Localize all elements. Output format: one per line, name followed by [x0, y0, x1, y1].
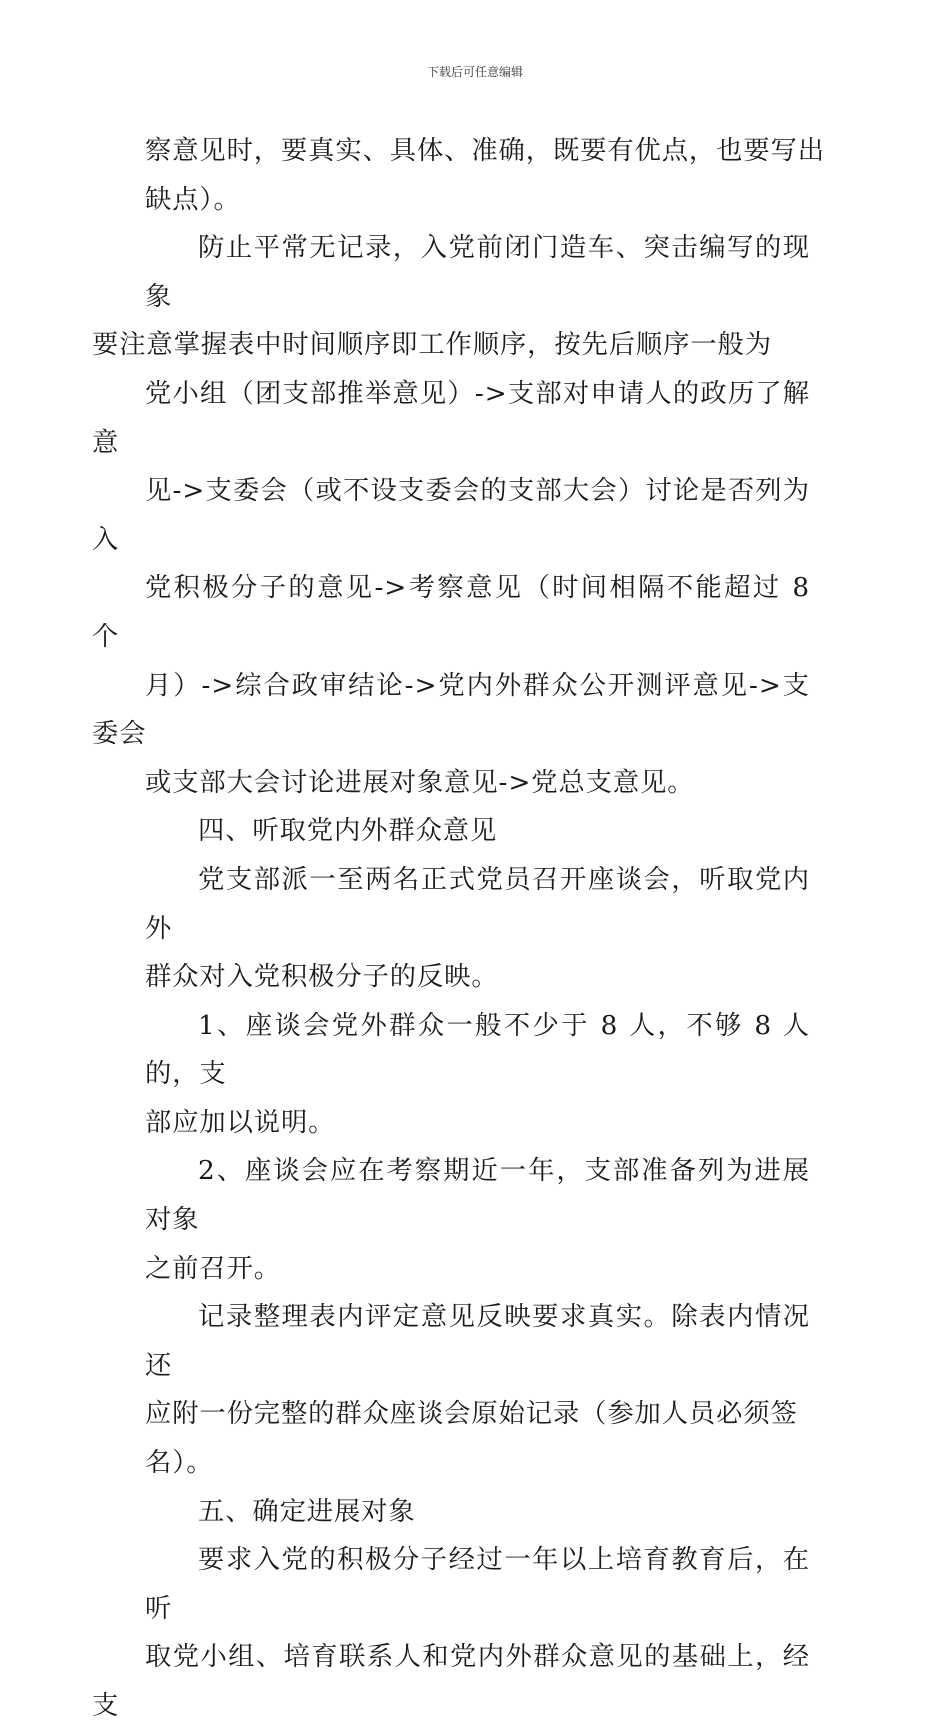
- text-line: 1、座谈会党外群众一般不少于 8 人，不够 8 人的，支: [145, 1010, 810, 1090]
- paragraph-records: [145, 1293, 810, 1487]
- paragraph-item-2: [145, 1147, 810, 1293]
- text-line: 要求入党的积极分子经过一年以上培育教育后，在听: [145, 1545, 810, 1624]
- text-line: 之前召开。: [145, 1253, 281, 1284]
- text-line: 防止平常无记录，入党前闭门造车、突击编写的现象: [145, 233, 810, 312]
- paragraph-item-1: [145, 1002, 810, 1148]
- section-heading-5: [145, 1488, 810, 1537]
- text-line: 见->支委会（或不设支委会的支部大会）讨论是否列为入: [92, 476, 810, 555]
- heading-text: 五、确定进展对象: [198, 1496, 416, 1527]
- text-line: 党小组（团支部推举意见）->支部对申请人的政历了解意: [92, 378, 810, 458]
- text-line: 2、座谈会应在考察期近一年，支部准备列为进展对象: [145, 1156, 810, 1236]
- text-line: 察意见时，要真实、具体、准确，既要有优点，也要写出: [145, 136, 825, 166]
- text-line: 或支部大会讨论进展对象意见->党总支意见。: [145, 767, 695, 798]
- paragraph-determine: [92, 1536, 810, 1730]
- text-line: 要注意掌握表中时间顺序即工作顺序，按先后顺序一般为: [92, 330, 772, 361]
- text-line: 应附一份完整的群众座谈会原始记录（参加人员必须签: [145, 1399, 798, 1430]
- text-line: 部应加以说明。: [145, 1107, 336, 1138]
- text-line: 缺点）。: [145, 184, 241, 215]
- text-line: 党积极分子的意见->考察意见（时间相隔不能超过 8 个: [92, 573, 810, 652]
- text-line: 取党小组、培育联系人和党内外群众意见的基础上，经支: [92, 1642, 810, 1721]
- document-body: [92, 127, 825, 1731]
- page-header: 下载后可任意编辑: [426, 65, 523, 79]
- text-line: 月）->综合政审结论->党内外群众公开测评意见->支委会: [92, 670, 810, 750]
- paragraph-continuation: [145, 127, 825, 224]
- paragraph-timeline: [92, 224, 810, 807]
- text-line: 群众对入党积极分子的反映。: [145, 962, 499, 993]
- text-line: 党支部派一至两名正式党员召开座谈会，听取党内外: [145, 864, 810, 944]
- section-heading-4: [145, 807, 810, 856]
- text-line: 记录整理表内评定意见反映要求真实。除表内情况还: [145, 1302, 810, 1381]
- text-line: 名）。: [145, 1448, 214, 1479]
- paragraph-symposium: [145, 856, 810, 1002]
- heading-text: 四、听取党内外群众意见: [198, 816, 498, 847]
